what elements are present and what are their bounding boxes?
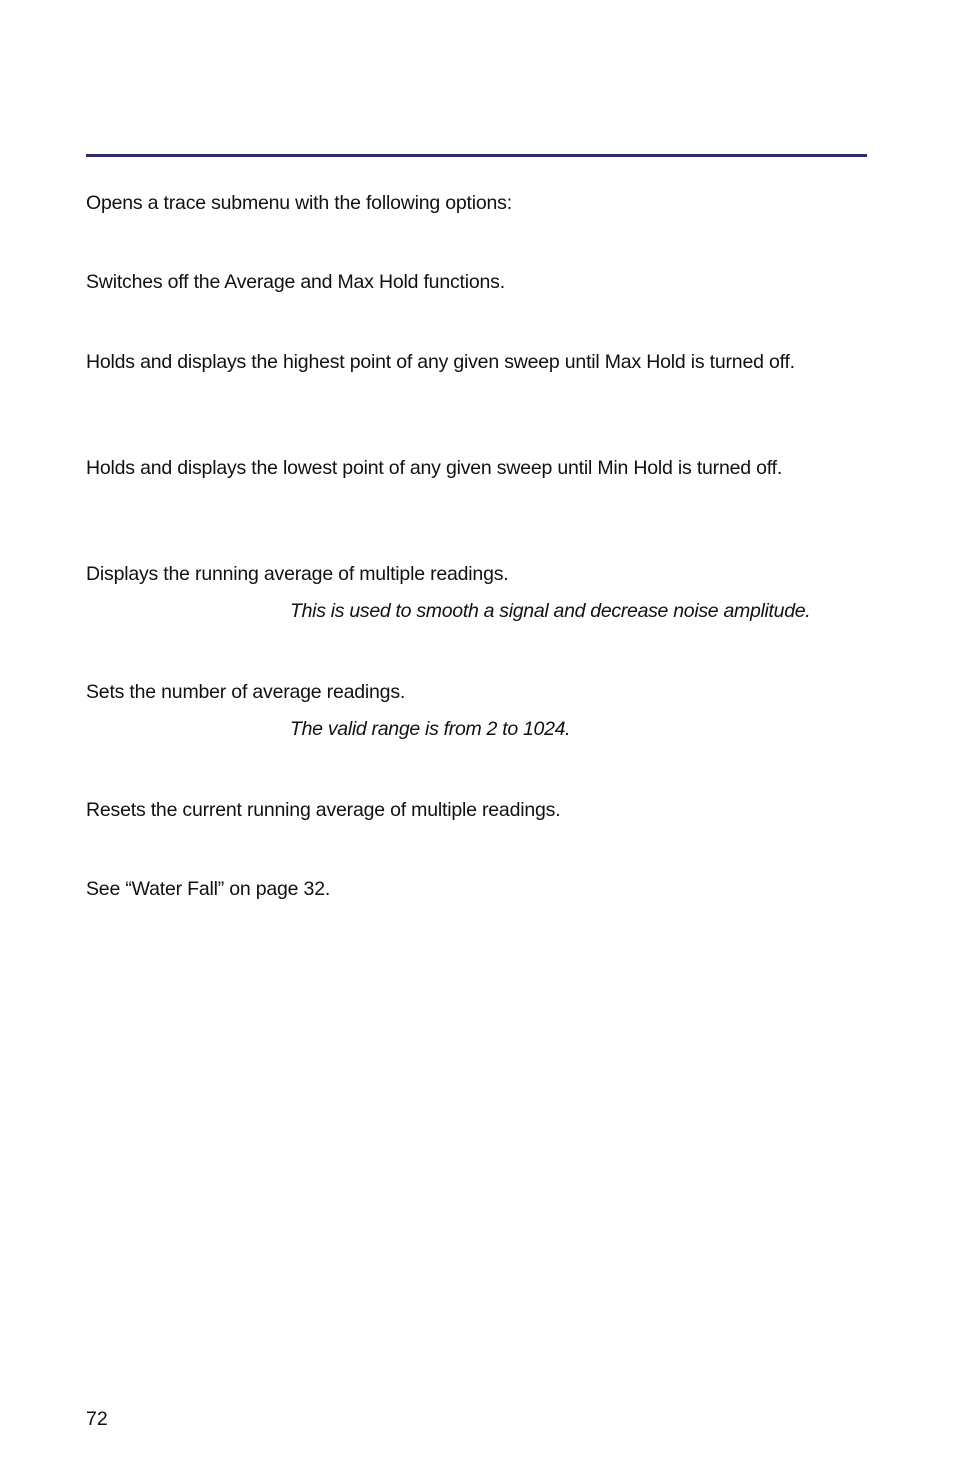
- average-description: Displays the running average of multiple readings.: [86, 563, 509, 585]
- min-hold-description: Holds and displays the lowest point of any given sweep until Min Hold is turned off.: [86, 457, 783, 479]
- average-note: This is used to smooth a signal and decrease noise amplitude.: [290, 600, 811, 622]
- page-number: 72: [86, 1408, 108, 1430]
- water-fall-reference: See “Water Fall” on page 32.: [86, 878, 331, 900]
- off-description: Switches off the Average and Max Hold functions.: [86, 271, 505, 293]
- average-count-note: The valid range is from 2 to 1024.: [290, 718, 571, 740]
- reset-average-description: Resets the current running average of multiple readings.: [86, 799, 561, 821]
- average-count-description: Sets the number of average readings.: [86, 681, 406, 703]
- max-hold-description: Holds and displays the highest point of any given sweep until Max Hold is turned off.: [86, 351, 795, 373]
- intro-paragraph: Opens a trace submenu with the following options:: [86, 192, 512, 214]
- header-rule: [86, 154, 867, 157]
